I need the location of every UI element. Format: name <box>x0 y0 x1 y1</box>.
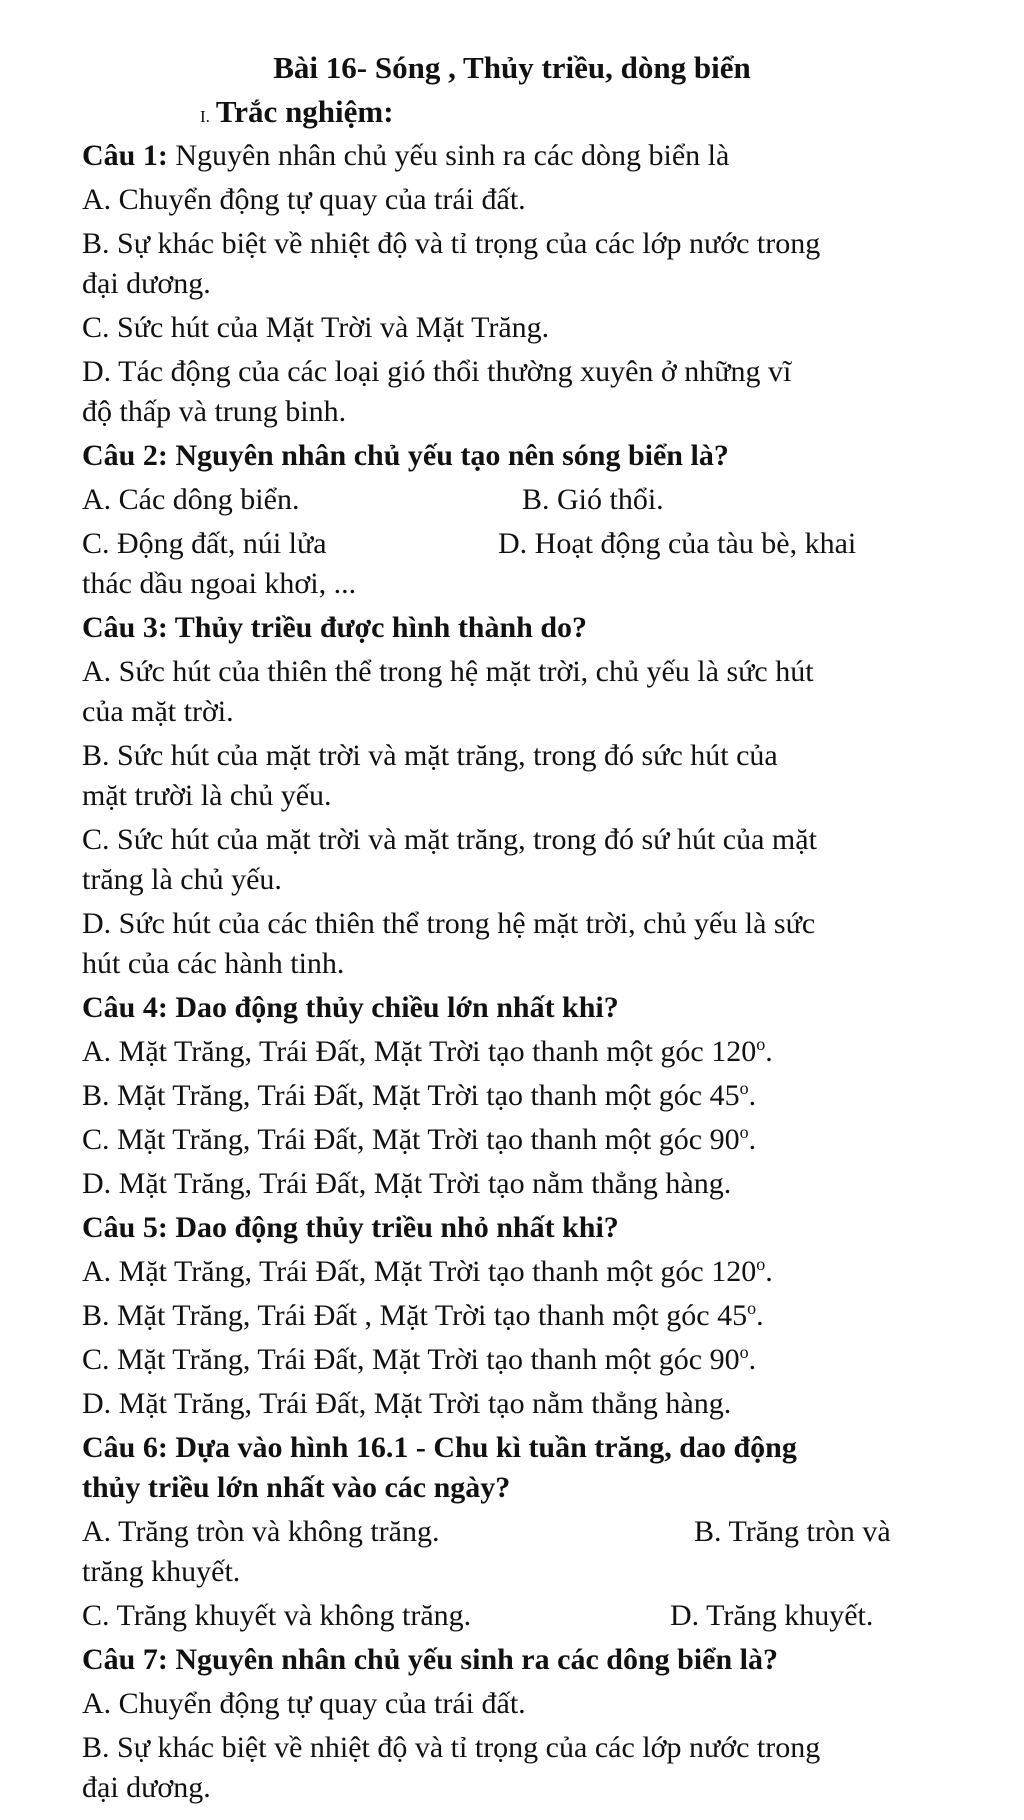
degree-mark: o <box>756 1254 766 1274</box>
q1-option-b-line2: đại dương. <box>82 267 211 300</box>
q3-option-b-line2: mặt trười là chủ yếu. <box>82 779 332 812</box>
q1-option-b-line1: B. Sự khác biệt về nhiệt độ và tỉ trọng của các lớp nước trong <box>82 227 821 260</box>
q5-option-a-text: A. Mặt Trăng, Trái Đất, Mặt Trời tạo thanh một góc 120 <box>82 1255 757 1288</box>
q2-option-a: A. Các dông biển. <box>82 483 300 516</box>
q5-option-c <box>82 1340 994 1380</box>
q4-option-b <box>82 1076 994 1116</box>
q6-option-b-line2: trăng khuyết. <box>82 1555 241 1588</box>
page-title: Bài 16- Sóng , Thủy triều, dòng biển <box>273 50 751 85</box>
q3-option-d-line2: hút của các hành tinh. <box>82 947 345 980</box>
q3-option-c-line1: C. Sức hút của mặt trời và mặt trăng, trong đó sứ hút của mặt <box>82 823 817 856</box>
period: . <box>765 1255 773 1288</box>
q6-options-row1 <box>82 1512 994 1552</box>
section-heading <box>200 92 994 137</box>
question-4: Câu 4: Dao động thủy chiều lớn nhất khi? <box>82 991 619 1024</box>
q1-option-a: A. Chuyển động tự quay của trái đất. <box>82 183 526 216</box>
q2-options-row1 <box>82 480 994 520</box>
q5-option-d: D. Mặt Trăng, Trái Đất, Mặt Trời tạo nằm thẳng hàng. <box>82 1387 732 1420</box>
q5-option-b-text: B. Mặt Trăng, Trái Đất , Mặt Trời tạo thanh một góc 45 <box>82 1299 748 1332</box>
q1-option-c: C. Sức hút của Mặt Trời và Mặt Trăng. <box>82 311 550 344</box>
q3-option-b-line1: B. Sức hút của mặt trời và mặt trăng, trong đó sức hút của <box>82 739 778 772</box>
q4-option-c <box>82 1120 994 1160</box>
period: . <box>748 1343 757 1376</box>
question-3: Câu 3: Thủy triều được hình thành do? <box>82 611 588 644</box>
section-number: I. <box>200 107 210 126</box>
period: . <box>765 1035 773 1068</box>
degree-mark: o <box>739 1342 749 1362</box>
q5-option-a <box>82 1252 994 1292</box>
period: . <box>756 1299 764 1332</box>
q2-option-b: B. Gió thổi. <box>522 483 664 516</box>
q2-option-d-line1: D. Hoạt động của tàu bè, khai <box>498 527 857 560</box>
q1-option-d-line1: D. Tác động của các loại gió thổi thường xuyên ở những vĩ <box>82 355 792 388</box>
question-2: Câu 2: Nguyên nhân chủ yếu tạo nên sóng biển là? <box>82 439 729 472</box>
q3-option-a-line1: A. Sức hút của thiên thể trong hệ mặt trời, chủ yếu là sức hút <box>82 655 814 688</box>
q3-option-a-line2: của mặt trời. <box>82 695 234 728</box>
q2-option-d-line2: thác dầu ngoai khơi, ... <box>82 567 357 600</box>
question-5: Câu 5: Dao động thủy triều nhỏ nhất khi? <box>82 1211 619 1244</box>
q3-option-d-line1: D. Sức hút của các thiên thể trong hệ mặt trời, chủ yếu là sức <box>82 907 816 940</box>
q5-option-b <box>82 1296 994 1336</box>
degree-mark: o <box>747 1298 757 1318</box>
q6-options-row2 <box>82 1596 994 1636</box>
q7-option-a: A. Chuyển động tự quay của trái đất. <box>82 1687 526 1720</box>
period: . <box>748 1079 757 1112</box>
q4-option-d: D. Mặt Trăng, Trái Đất, Mặt Trời tạo nằm thẳng hàng. <box>82 1167 732 1200</box>
q1-option-d-line2: độ thấp và trung binh. <box>82 395 347 428</box>
q7-option-b-line2: đại dương. <box>82 1771 211 1804</box>
question-1 <box>82 136 994 176</box>
question-6-line1: Câu 6: Dựa vào hình 16.1 - Chu kì tuần trăng, dao động <box>82 1431 797 1464</box>
q4-option-b-text: B. Mặt Trăng, Trái Đất, Mặt Trời tạo thanh một góc 45 <box>82 1079 740 1112</box>
q5-option-c-text: C. Mặt Trăng, Trái Đất, Mặt Trời tạo thanh một góc 90 <box>82 1343 740 1376</box>
degree-mark: o <box>739 1078 749 1098</box>
q2-option-c: C. Động đất, núi lửa <box>82 527 327 560</box>
q6-option-c: C. Trăng khuyết và không trăng. <box>82 1599 472 1632</box>
q4-option-c-text: C. Mặt Trăng, Trái Đất, Mặt Trời tạo thanh một góc 90 <box>82 1123 740 1156</box>
q6-option-a: A. Trăng tròn và không trăng. <box>82 1515 440 1548</box>
question-1-label: Câu 1: <box>82 139 168 172</box>
q2-options-row2 <box>82 524 994 564</box>
q4-option-a-text: A. Mặt Trăng, Trái Đất, Mặt Trời tạo thanh một góc 120 <box>82 1035 757 1068</box>
q7-option-b-line1: B. Sự khác biệt về nhiệt độ và tỉ trọng của các lớp nước trong <box>82 1731 821 1764</box>
question-6-line2: thủy triều lớn nhất vào các ngày? <box>82 1471 511 1504</box>
q4-option-a <box>82 1032 994 1072</box>
section-label: Trắc nghiệm: <box>215 94 394 129</box>
degree-mark: o <box>756 1034 766 1054</box>
degree-mark: o <box>739 1122 749 1142</box>
q3-option-c-line2: trăng là chủ yếu. <box>82 863 282 896</box>
q6-option-b-line1: B. Trăng tròn và <box>694 1515 891 1548</box>
question-1-text: Nguyên nhân chủ yếu sinh ra các dòng biển là <box>167 139 730 172</box>
question-7: Câu 7: Nguyên nhân chủ yếu sinh ra các dông biển là? <box>82 1643 778 1676</box>
period: . <box>748 1123 757 1156</box>
q6-option-d: D. Trăng khuyết. <box>670 1599 874 1632</box>
